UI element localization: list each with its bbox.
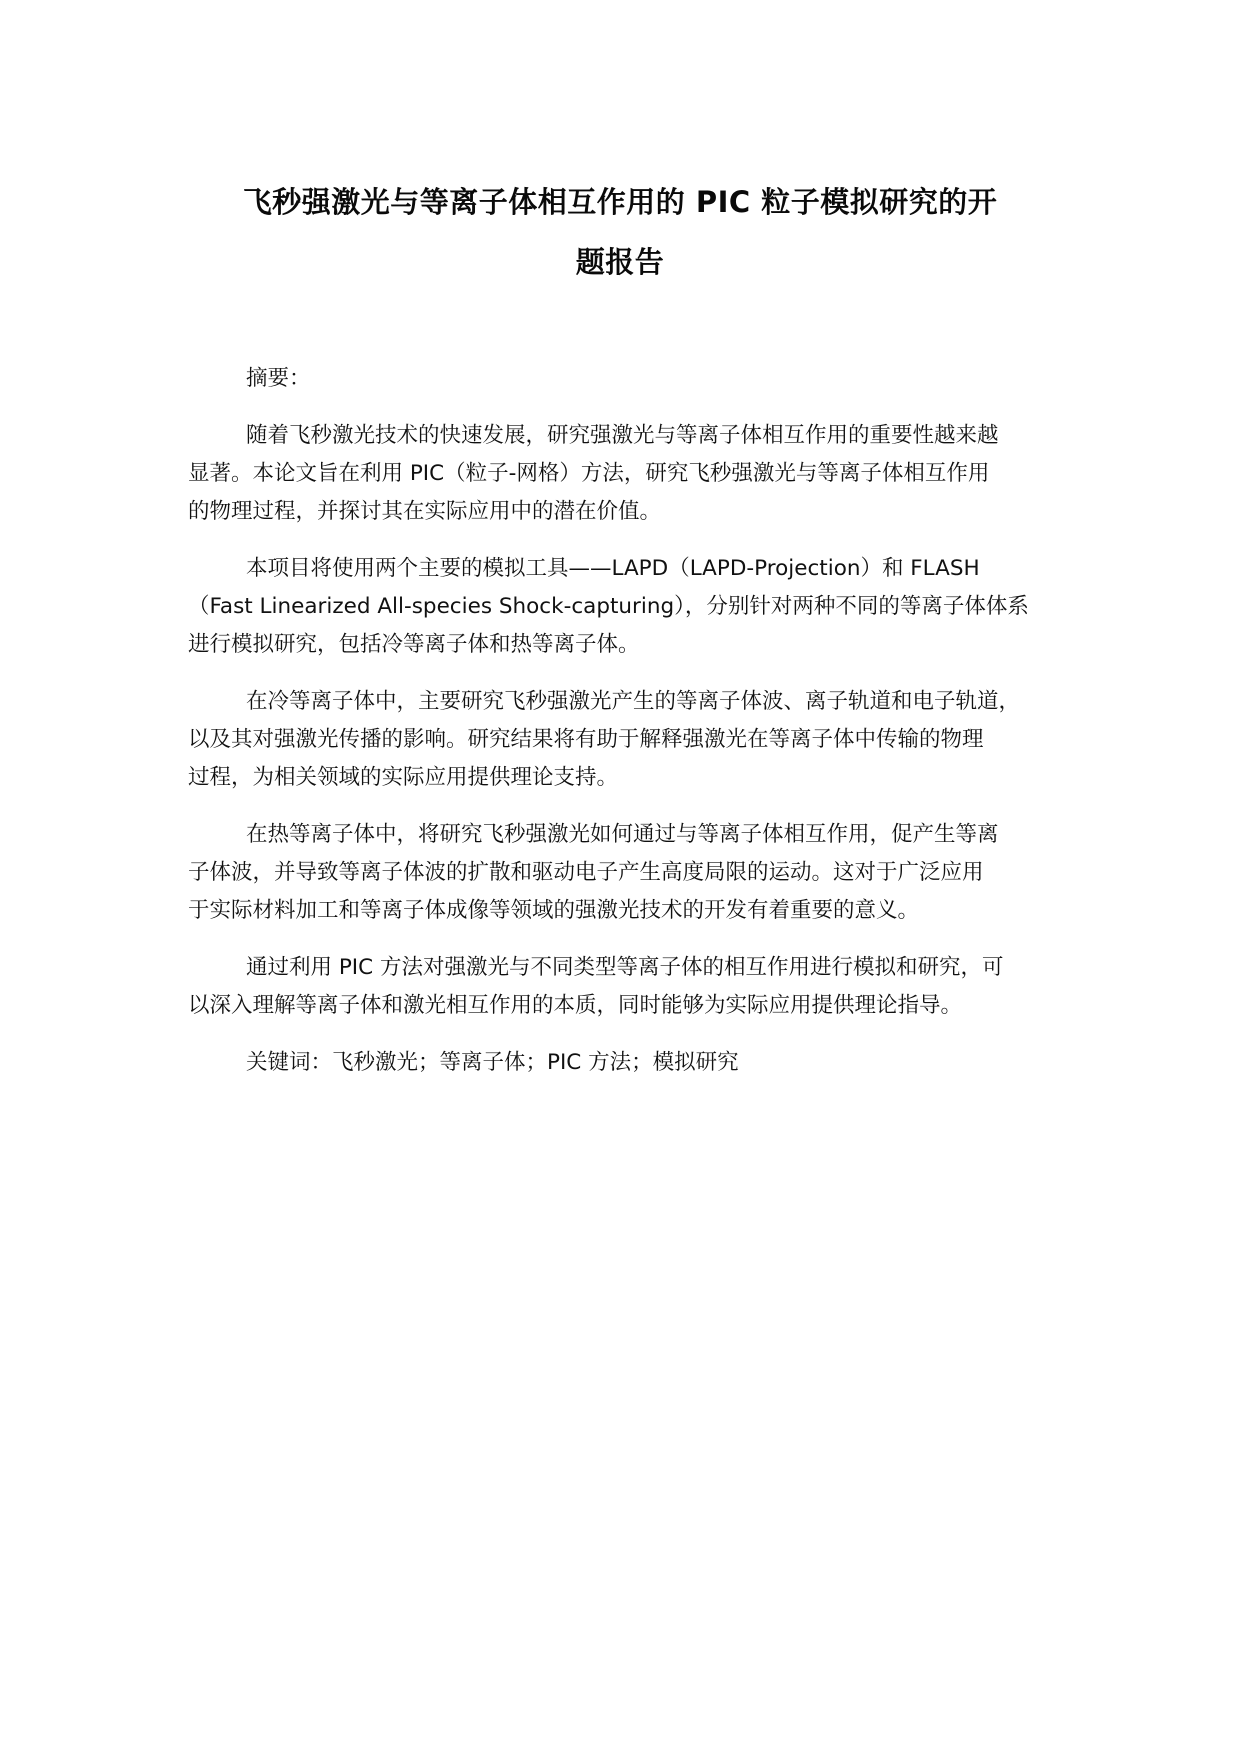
paragraph-line: （Fast Linearized All-species Shock-capturing），分别针对两种不同的等离子体体系 xyxy=(188,594,1029,619)
paragraph-line: 在热等离子体中，将研究飞秒强激光如何通过与等离子体相互作用，促产生等离 xyxy=(246,822,999,847)
paragraph-3 xyxy=(188,683,1068,797)
paragraph-line: 显著。本论文旨在利用 PIC（粒子-网格）方法，研究飞秒强激光与等离子体相互作用 xyxy=(188,461,990,486)
document-title xyxy=(150,172,1090,292)
paragraph-line: 以及其对强激光传播的影响。研究结果将有助于解释强激光在等离子体中传输的物理 xyxy=(188,727,984,752)
paragraph-line: 在冷等离子体中，主要研究飞秒强激光产生的等离子体波、离子轨道和电子轨道， xyxy=(246,689,1021,714)
paragraph-5 xyxy=(188,949,1068,1025)
abstract-label: 摘要： xyxy=(246,366,311,391)
paragraph-line: 以深入理解等离子体和激光相互作用的本质，同时能够为实际应用提供理论指导。 xyxy=(188,993,963,1018)
paragraph-1 xyxy=(188,417,1068,531)
paragraph-line: 的物理过程，并探讨其在实际应用中的潜在价值。 xyxy=(188,499,662,524)
document-body xyxy=(188,360,1068,1101)
paragraph-line: 子体波，并导致等离子体波的扩散和驱动电子产生高度局限的运动。这对于广泛应用 xyxy=(188,860,984,885)
paragraph-4 xyxy=(188,816,1068,930)
keywords-paragraph xyxy=(188,1044,1068,1082)
title-line-2: 题报告 xyxy=(575,245,665,279)
paragraph-line: 进行模拟研究，包括冷等离子体和热等离子体。 xyxy=(188,632,640,657)
paragraph-line: 通过利用 PIC 方法对强激光与不同类型等离子体的相互作用进行模拟和研究，可 xyxy=(246,955,1004,980)
paragraph-line: 本项目将使用两个主要的模拟工具——LAPD（LAPD-Projection）和 FLASH xyxy=(246,556,980,581)
paragraph-line: 随着飞秒激光技术的快速发展，研究强激光与等离子体相互作用的重要性越来越 xyxy=(246,423,999,448)
abstract-label-paragraph xyxy=(188,360,1068,398)
paragraph-2 xyxy=(188,550,1068,664)
title-line-1: 飞秒强激光与等离子体相互作用的 PIC 粒子模拟研究的开 xyxy=(242,185,998,219)
paragraph-line: 于实际材料加工和等离子体成像等领域的强激光技术的开发有着重要的意义。 xyxy=(188,898,920,923)
paragraph-line: 过程，为相关领域的实际应用提供理论支持。 xyxy=(188,765,619,790)
keywords: 关键词：飞秒激光；等离子体；PIC 方法；模拟研究 xyxy=(246,1050,739,1075)
